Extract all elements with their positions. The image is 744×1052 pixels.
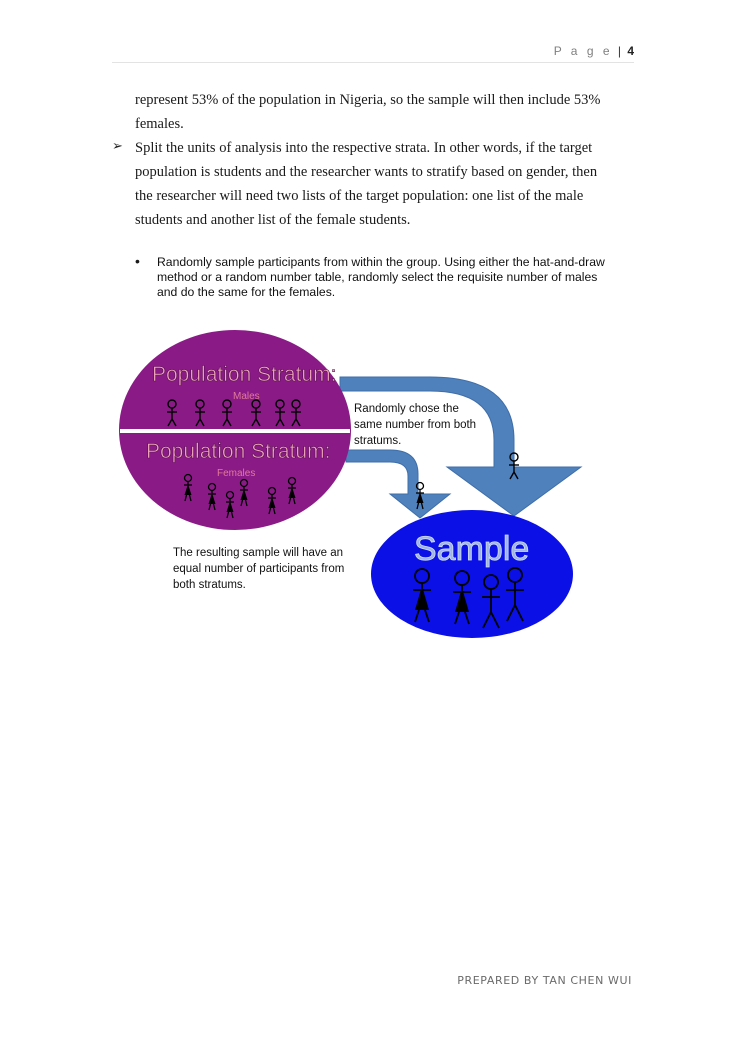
bullet-line: method or a random number table, randomly select the requisite number of males [157,269,598,284]
dot-bullet-icon: • [135,253,140,269]
paragraph-line: females. [135,116,184,132]
page-separator: | [617,44,621,58]
arrow-bullet-icon: ➢ [112,139,123,154]
bullet-line: students and another list of the female students. [135,212,411,228]
bullet-line: the researcher will need two lists of the target population: one list of the male [135,188,584,204]
arrow-note-line: stratums. [354,435,402,447]
result-note-line: equal number of participants from [173,563,345,575]
males-label: Males [233,391,260,402]
stratum-title-top: Population Stratum: [152,363,337,386]
page-number: 4 [627,44,634,58]
arrow-note-line: same number from both [354,419,477,431]
result-note-line: both stratums. [173,579,246,591]
footer-prepared-by: PREPARED BY TAN CHEN WUI [457,974,632,987]
sample-title: Sample [414,530,530,568]
bullet-line: Randomly sample participants from within the group. Using either the hat-and-draw [157,255,605,269]
page-word: P a g e [553,44,613,58]
paragraph-line: represent 53% of the population in Nigeria, so the sample will then include 53% [135,92,601,108]
result-note-line: The resulting sample will have an [173,547,344,559]
arrow-to-sample-small [346,450,450,518]
arrow-note-line: Randomly chose the [354,403,459,415]
bullet-line: Split the units of analysis into the respective strata. In other words, if the target [135,140,593,156]
bullet-line: and do the same for the females. [157,284,336,299]
stratum-title-bottom: Population Stratum: [146,440,331,463]
females-label: Females [217,468,256,479]
bullet-line: population is students and the researcher wants to stratify based on gender, then [135,164,598,180]
